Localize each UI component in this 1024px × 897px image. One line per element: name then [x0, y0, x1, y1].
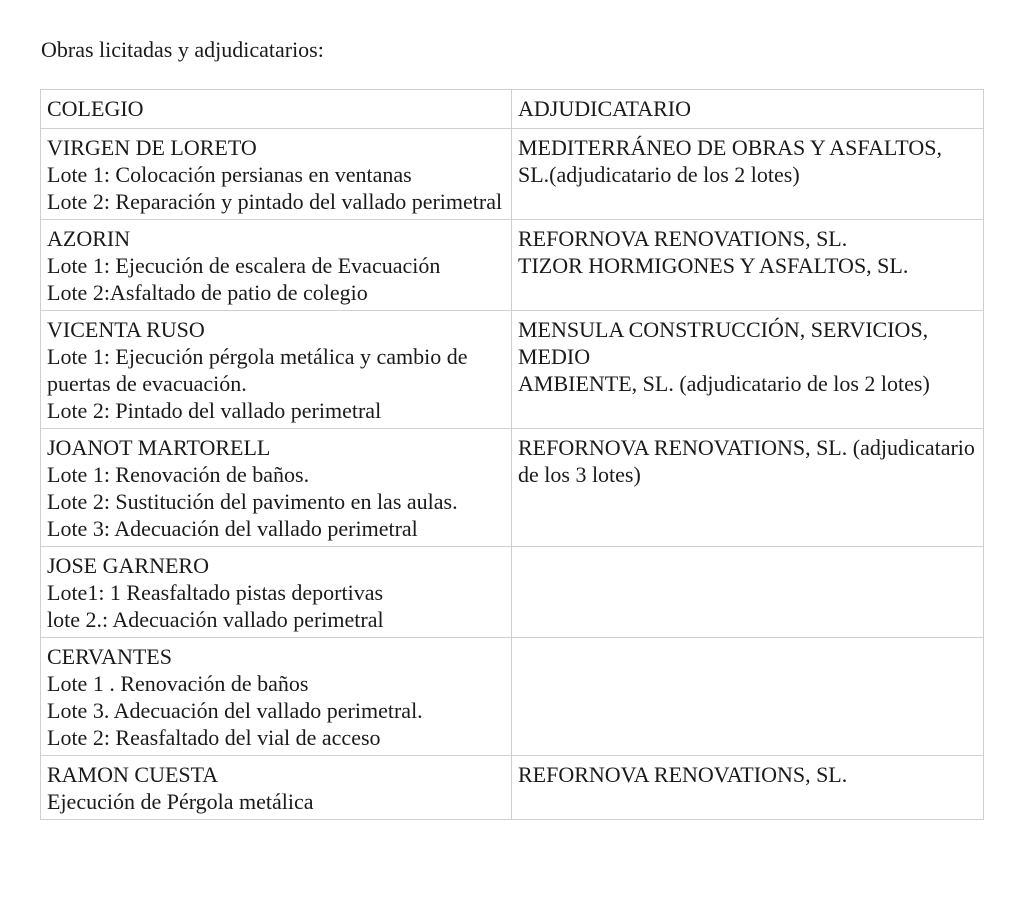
colegio-name: JOANOT MARTORELL	[47, 435, 271, 460]
adjudicatario-line: REFORNOVA RENOVATIONS, SL.	[518, 762, 848, 787]
colegio-name: AZORIN	[47, 226, 131, 251]
adjudicatario-line: REFORNOVA RENOVATIONS, SL. (adjudicatario	[518, 435, 975, 460]
table-row	[41, 547, 984, 638]
lote-line: Lote 1: Renovación de baños.	[47, 462, 310, 487]
table-row	[41, 638, 984, 756]
adjudicatario-cell	[512, 311, 984, 429]
adjudicatario-line: de los 3 lotes)	[518, 462, 641, 487]
adjudicatario-line: MEDITERRÁNEO DE OBRAS Y ASFALTOS, SL.(adjudicatario de los 2 lotes)	[518, 135, 942, 187]
adjudicatario-line: REFORNOVA RENOVATIONS, SL.	[518, 226, 848, 251]
lote-line: Lote 1: Colocación persianas en ventanas	[47, 162, 412, 187]
adjudicatario-cell	[512, 129, 984, 220]
lote-line: Lote 1: Ejecución pérgola metálica y cambio de puertas de evacuación.	[47, 344, 468, 396]
table-row	[41, 311, 984, 429]
lote-line: lote 2.: Adecuación vallado perimetral	[47, 607, 384, 632]
lote-line: Lote 2: Reasfaltado del vial de acceso	[47, 725, 381, 750]
lote-line: Lote 2: Sustitución del pavimento en las aulas.	[47, 489, 458, 514]
colegio-cell	[41, 756, 512, 820]
adjudicatario-cell	[512, 638, 984, 756]
colegio-name: CERVANTES	[47, 644, 172, 669]
lote-line: Lote 2: Reparación y pintado del vallado perimetral	[47, 189, 503, 214]
lote-line: Lote 1 . Renovación de baños	[47, 671, 309, 696]
adjudicatario-line: TIZOR HORMIGONES Y ASFALTOS, SL.	[518, 253, 909, 278]
colegio-name: JOSE GARNERO	[47, 553, 209, 578]
adjudicatario-cell	[512, 429, 984, 547]
column-header-adjudicatario: ADJUDICATARIO	[512, 90, 984, 129]
adjudicatario-line: MENSULA CONSTRUCCIÓN, SERVICIOS, MEDIO	[518, 317, 929, 369]
adjudicatario-cell	[512, 756, 984, 820]
table-row	[41, 429, 984, 547]
colegio-cell	[41, 638, 512, 756]
colegio-cell	[41, 311, 512, 429]
adjudicatario-line: AMBIENTE, SL. (adjudicatario de los 2 lotes)	[518, 371, 930, 396]
colegio-cell	[41, 547, 512, 638]
lote-line: Lote 2: Pintado del vallado perimetral	[47, 398, 382, 423]
colegio-cell	[41, 129, 512, 220]
colegio-cell	[41, 220, 512, 311]
lote-line: Ejecución de Pérgola metálica	[47, 789, 314, 814]
lote-line: Lote 1: Ejecución de escalera de Evacuación	[47, 253, 441, 278]
intro-heading: Obras licitadas y adjudicatarios:	[41, 37, 324, 62]
table-row	[41, 756, 984, 820]
colegio-name: VICENTA RUSO	[47, 317, 205, 342]
lote-line: Lote 3. Adecuación del vallado perimetral.	[47, 698, 423, 723]
lote-line: Lote 2:Asfaltado de patio de colegio	[47, 280, 368, 305]
table-header-row	[41, 90, 984, 129]
colegio-name: RAMON CUESTA	[47, 762, 219, 787]
lote-line: Lote1: 1 Reasfaltado pistas deportivas	[47, 580, 384, 605]
works-table	[40, 89, 984, 820]
lote-line: Lote 3: Adecuación del vallado perimetral	[47, 516, 418, 541]
column-header-colegio: COLEGIO	[41, 90, 512, 129]
colegio-cell	[41, 429, 512, 547]
table-row	[41, 129, 984, 220]
colegio-name: VIRGEN DE LORETO	[47, 135, 257, 160]
table-row	[41, 220, 984, 311]
adjudicatario-cell	[512, 547, 984, 638]
adjudicatario-cell	[512, 220, 984, 311]
